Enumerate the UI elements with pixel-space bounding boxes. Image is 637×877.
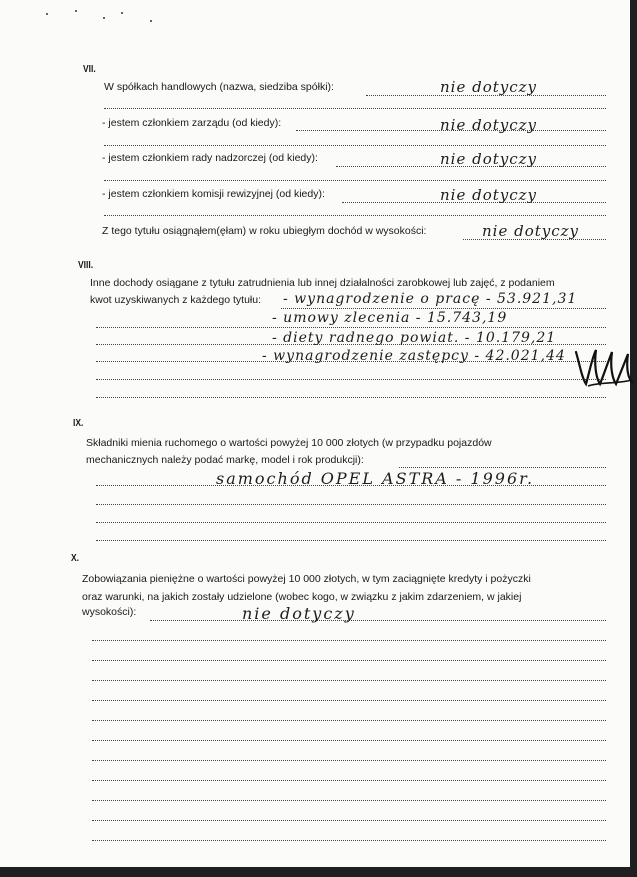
dotted-line <box>96 522 606 523</box>
dotted-line <box>92 660 606 661</box>
field-label: Z tego tytułu osiągnąłem(ęłam) w roku ubiegłym dochód w wysokości: <box>102 225 427 237</box>
dotted-line <box>150 620 606 621</box>
section-text: kwot uzyskiwanych z każdego tytułu: <box>90 294 261 306</box>
dotted-line <box>92 820 606 821</box>
field-label: W spółkach handlowych (nazwa, siedziba spółki): <box>104 81 334 93</box>
section-text: oraz warunki, na jakich zostały udzielone (wobec kogo, w związku z jakim zdarzeniem, w jakiej <box>82 591 522 603</box>
scan-edge-right <box>630 0 637 877</box>
scan-speck <box>121 12 123 14</box>
dotted-line <box>96 540 606 541</box>
dotted-line <box>92 700 606 701</box>
handwritten-value: nie dotyczy <box>440 116 538 134</box>
dotted-line <box>104 108 606 109</box>
dotted-line <box>92 780 606 781</box>
dotted-line <box>399 467 606 468</box>
section-number: IX. <box>73 418 84 429</box>
section-text: Inne dochody osiągane z tytułu zatrudnienia lub innej działalności zarobkowej lub zajęć, z podaniem <box>90 277 555 289</box>
section-text: Składniki mienia ruchomego o wartości powyżej 10 000 złotych (w przypadku pojazdów <box>86 437 492 449</box>
income-entry: - wynagrodzenie o pracę - 53.921,31 <box>283 291 578 307</box>
dotted-line <box>92 720 606 721</box>
section-text: Zobowiązania pieniężne o wartości powyżej 10 000 złotych, w tym zaciągnięte kredyty i pożyczki <box>82 573 531 585</box>
dotted-line <box>92 840 606 841</box>
liabilities-value: nie dotyczy <box>242 604 356 623</box>
dotted-line <box>104 145 606 146</box>
section-number: VII. <box>83 64 96 75</box>
income-entry: - wynagrodzenie zastępcy - 42.021,44 <box>262 348 566 364</box>
handwritten-value: nie dotyczy <box>440 186 538 204</box>
section-text: wysokości): <box>82 606 137 618</box>
dotted-line <box>96 379 606 380</box>
dotted-line <box>92 760 606 761</box>
dotted-line <box>96 327 606 328</box>
scan-speck <box>46 13 48 15</box>
field-label: - jestem członkiem komisji rewizyjnej (od kiedy): <box>102 188 325 200</box>
scan-speck <box>150 20 152 22</box>
signature-mark <box>572 344 636 390</box>
handwritten-value: nie dotyczy <box>440 150 538 168</box>
dotted-line <box>92 800 606 801</box>
scan-speck <box>103 17 105 19</box>
dotted-line <box>92 740 606 741</box>
income-entry: - umowy zlecenia - 15.743,19 <box>272 310 508 326</box>
dotted-line <box>104 215 606 216</box>
scan-edge-bottom <box>0 867 637 877</box>
section-text: mechanicznych należy podać markę, model i rok produkcji): <box>86 454 364 466</box>
dotted-line <box>96 504 606 505</box>
field-label: - jestem członkiem zarządu (od kiedy): <box>102 117 282 129</box>
dotted-line <box>281 308 606 309</box>
section-number: X. <box>71 553 80 564</box>
income-entry: - diety radnego powiat. - 10.179,21 <box>272 330 557 346</box>
movable-property-value: samochód OPEL ASTRA - 1996r. <box>216 469 535 488</box>
handwritten-value: nie dotyczy <box>482 222 580 240</box>
scan-speck <box>75 10 77 12</box>
dotted-line <box>92 680 606 681</box>
handwritten-value: nie dotyczy <box>440 78 538 96</box>
dotted-line <box>92 640 606 641</box>
field-label: - jestem członkiem rady nadzorczej (od kiedy): <box>102 152 318 164</box>
dotted-line <box>104 180 606 181</box>
dotted-line <box>96 397 606 398</box>
section-number: VIII. <box>78 260 94 271</box>
